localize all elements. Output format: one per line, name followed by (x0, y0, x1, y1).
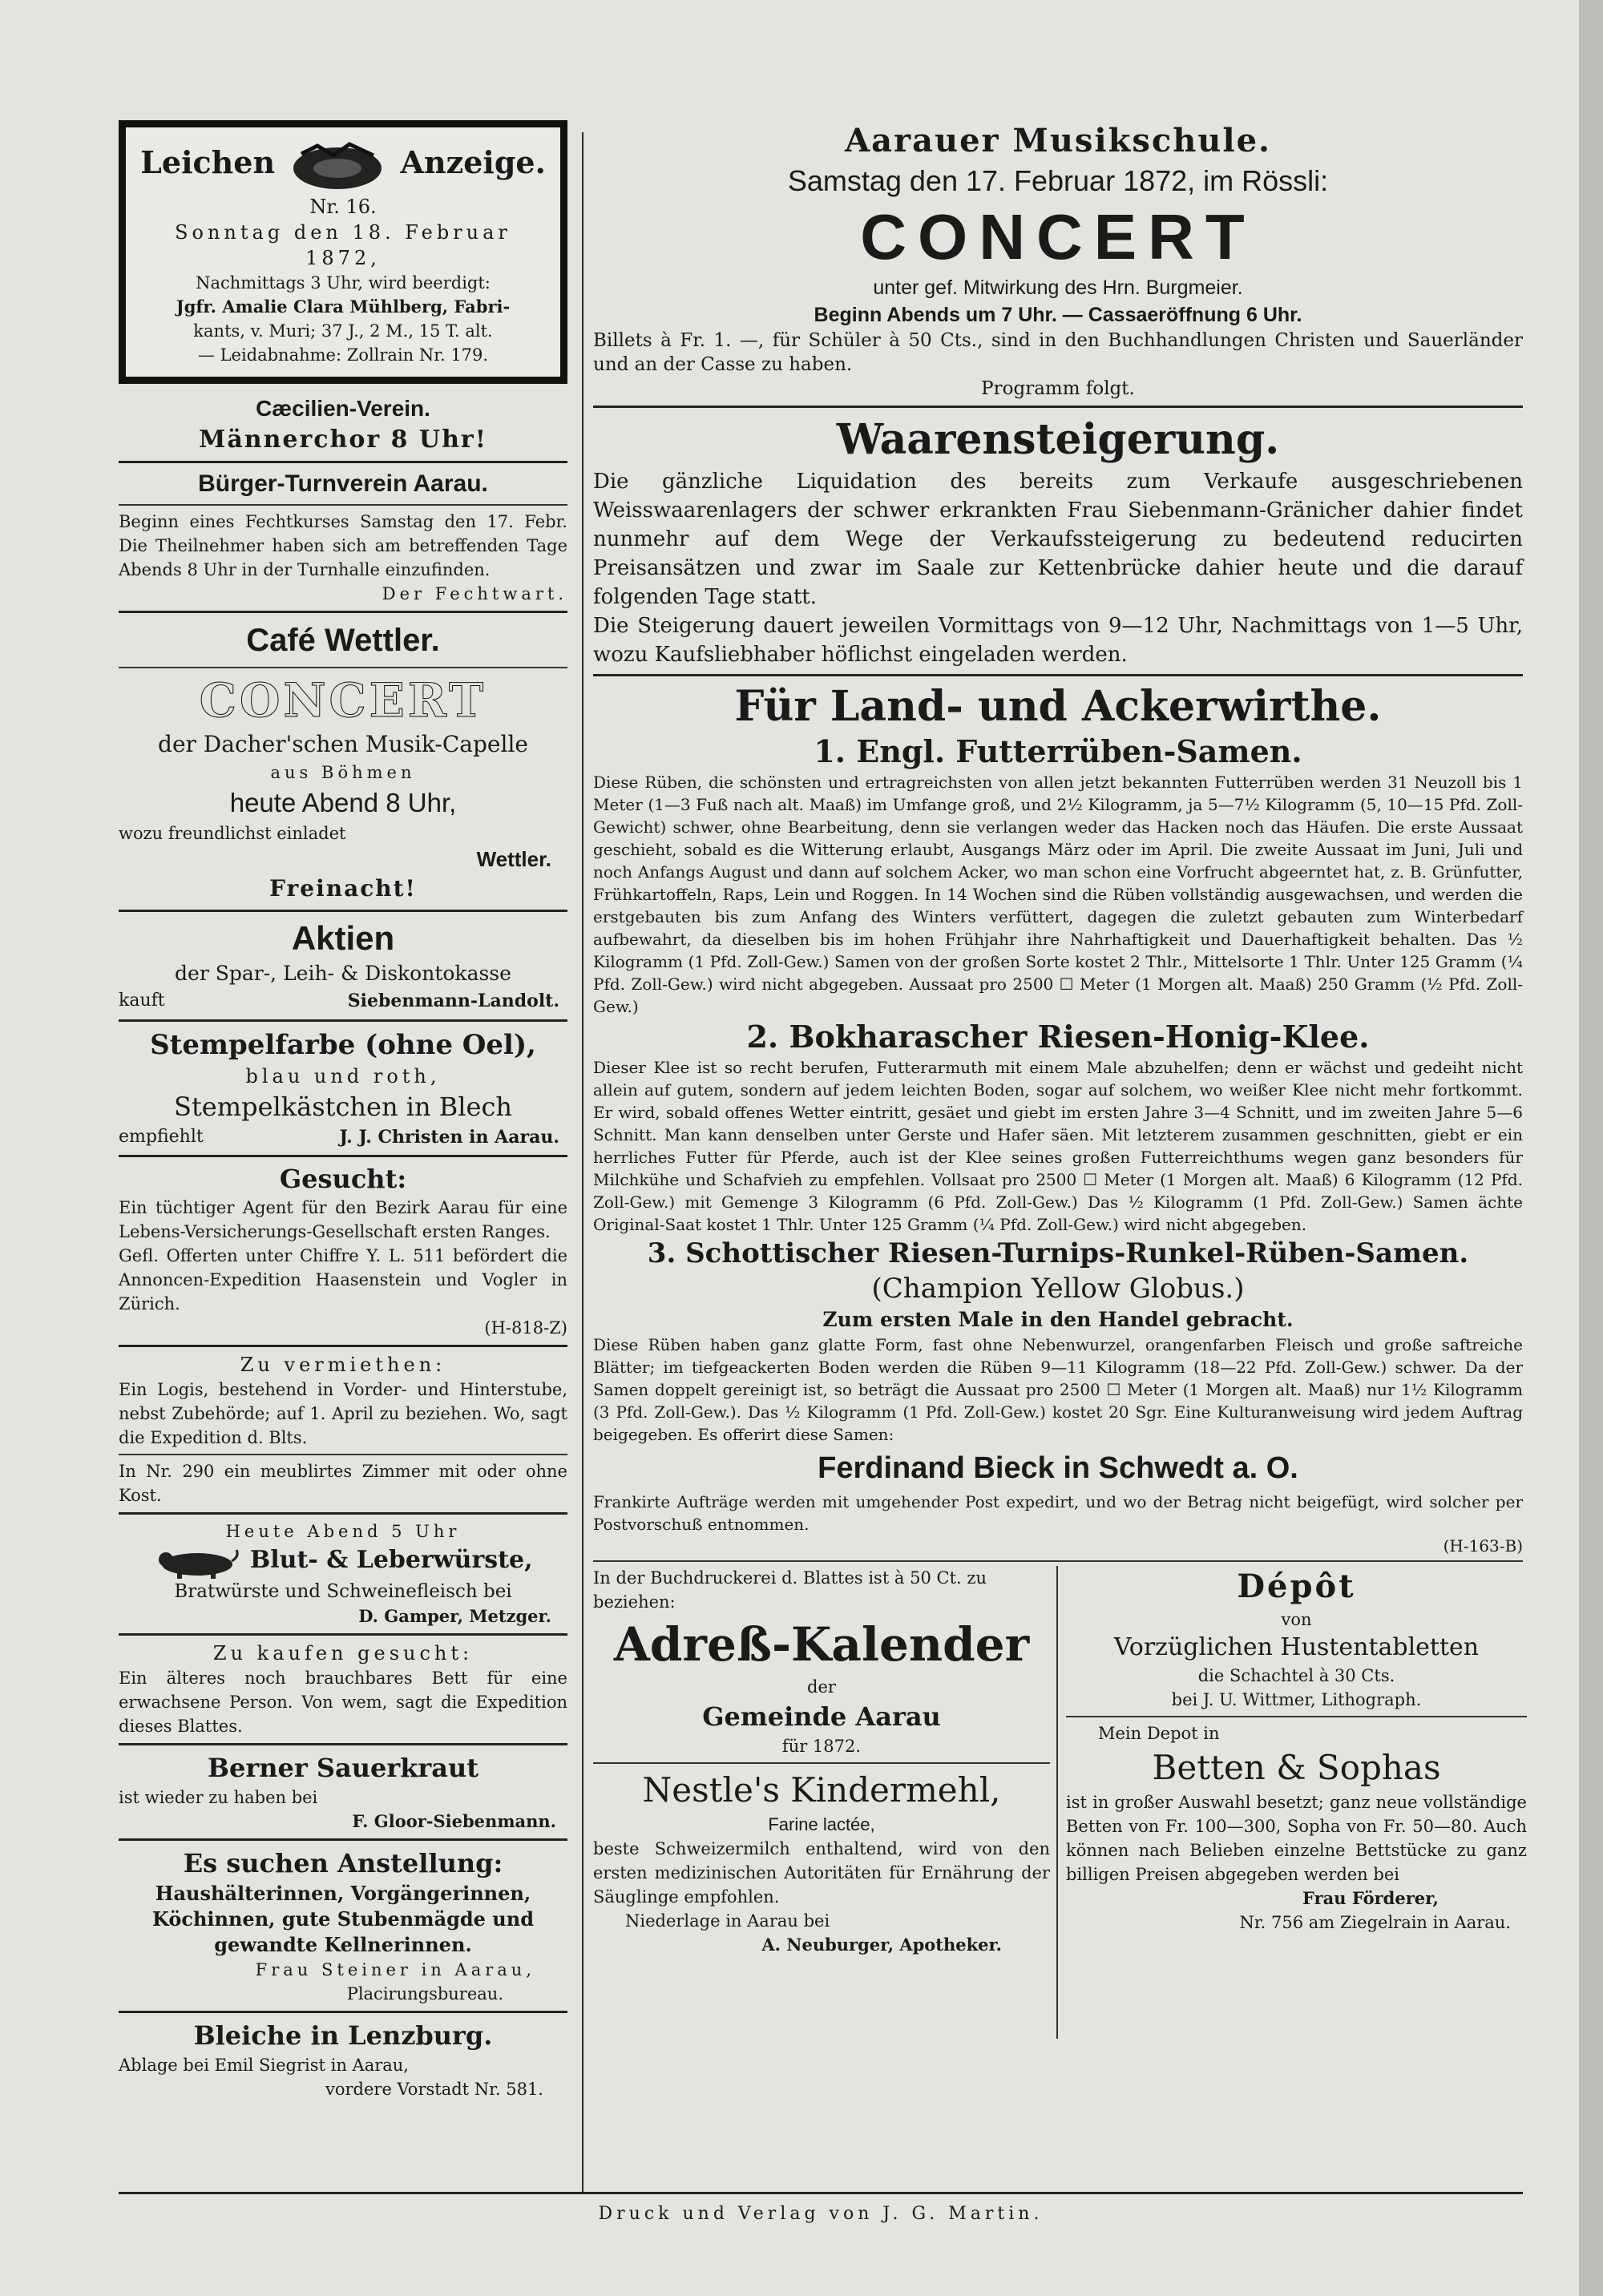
turnverein-title: Bürger-Turnverein Aarau. (198, 470, 488, 497)
gesucht-title: Gesucht: (279, 1163, 407, 1194)
musikschule-date: Samstag den 17. Februar 1872, im Rössli: (787, 164, 1329, 197)
steigerung-text: Die gänzliche Liquidation des bereits zum Verkaufe ausgeschriebenen Weisswaarenlagers der schwer erkrankten Frau Siebenmann-Gränicher dahier findet nunmehr auf dem Wege der Verkaufssteigerung zu bedeutend reducirten Preisansätzen und zwar im Saale zur Kettenbrücke dahier heute und die darauf folgenden Tage statt. (593, 470, 1523, 609)
cafe-title: Café Wettler. (246, 622, 440, 658)
anstellung-text: Haushälterinnen, Vorgängerinnen, Köchinnen, gute Stubenmägde und gewandte Kellnerinnen. (152, 1881, 534, 1956)
betten-sign1: Frau Förderer, (1302, 1888, 1439, 1908)
nestle-sub: Farine lactée, (768, 1814, 875, 1834)
musikschule-title: Aarauer Musikschule. (845, 122, 1271, 159)
caecilien-sub: Männerchor 8 Uhr! (199, 425, 487, 454)
landwirthe-code: (H-163-B) (1443, 1536, 1523, 1556)
cafe-concert: CONCERT (199, 672, 487, 728)
anstellung-title: Es suchen Anstellung: (183, 1847, 503, 1878)
stempel-title: Stempelfarbe (ohne Oel), (150, 1028, 536, 1061)
aktien-line1: der Spar-, Leih- & Diskontokasse (175, 961, 511, 985)
gesucht-text: Ein tüchtiger Agent für den Bezirk Aarau für eine Lebens-Versicherungs-Gesellschaft ersten Ranges. (119, 1197, 567, 1241)
steigerung-text2: Die Steigerung dauert jeweilen Vormittags von 9—12 Uhr, Nachmittags von 1—5 Uhr, wozu Kaufsliebhaber höflichst eingeladen werden. (593, 614, 1523, 667)
cafe-sign: Wettler. (476, 846, 551, 871)
left-column (119, 120, 567, 2101)
death-notice-title-b: Anzeige. (400, 144, 546, 180)
sauerkraut-line1: ist wieder zu haben bei (119, 1787, 318, 1807)
musikschule-line2: Beginn Abends um 7 Uhr. — Cassaeröffnung 6 Uhr. (814, 304, 1302, 326)
bleiche-line2: vordere Vorstadt Nr. 581. (325, 2079, 543, 2099)
depot-line2: die Schachtel à 30 Cts. (1197, 1666, 1395, 1685)
betten-intro: Mein Depot in (1098, 1724, 1220, 1743)
caecilien-title: Cæcilien-Verein. (256, 395, 430, 421)
depot-line1: Vorzüglichen Hustentabletten (1113, 1633, 1480, 1661)
death-notice-time: Nachmittags 3 Uhr, wird beerdigt: (196, 272, 491, 293)
landwirthe-p2: Dieser Klee ist so recht berufen, Futterarmuth mit einem Male abzuhelfen; denn er wächst und gedeiht nicht allein auf gutem, sondern auf jedem leichten Boden, sogar auf solchem, wo weißer Klee nicht mehr fortkommt. Er wird, sobald offenes Wetter eintritt, gesäet und giebt im ersten Jahre 3—4 Schnitt, und im zweiten Jahre 5—6 Schnitt. Man kann denselben unter Gerste und Hafer säen. Mit letzterem zusammen geschnitten, giebt er ein herrliches Futter für Pferde, auch ist der Klee seines großen Futterreichthums wegen ganz besonders für Milchkühe und Schafvieh zu empfehlen. Vollsaat pro 2500 ☐ Meter (1 Morgen alt. Maaß) 6 Kilogramm (12 Pfd. Zoll-Gew.) mit Gemenge 3 Kilogramm (6 Pfd. Zoll-Gew.) Das ½ Kilogramm (1 Pfd. Zoll-Gew.) Samen ächte Original-Saat kostet 1 Thlr. Unter 125 Gramm (¼ Pfd. Zoll-Gew.) wird nicht abgegeben. (593, 1058, 1523, 1234)
cafe-line3: heute Abend 8 Uhr, (229, 787, 457, 817)
kaufen-text: Ein älteres noch brauchbares Bett für eine erwachsene Person. Von wem, sagt die Expedition dieses Blattes. (119, 1668, 567, 1736)
death-notice-date: Sonntag den 18. Februar 1872, (175, 220, 511, 269)
kalender-der: der (807, 1677, 836, 1697)
betten-title: Betten & Sophas (1152, 1748, 1441, 1787)
pig-icon (153, 1543, 241, 1579)
wurst-line1: Blut- & Leberwürste, (249, 1545, 533, 1574)
death-notice-line1: Jgfr. Amalie Clara Mühlberg, Fabri- (176, 296, 511, 317)
kaufen-title: Zu kaufen gesucht: (212, 1641, 474, 1664)
stempel-empfiehlt: empfiehlt (119, 1126, 204, 1147)
death-notice-line3: — Leidabnahme: Zollrain Nr. 179. (197, 345, 489, 365)
landwirthe-h3: 3. Schottischer Riesen-Turnips-Runkel-Rüben-Samen. (647, 1237, 1469, 1269)
betten-text: ist in großer Auswahl besetzt; ganz neue vollständige Betten von Fr. 100—300, Sopha von Fr. 50—80. Auch können nach Belieben einzelne Bettstücke zu ganz billigen Preisen abgegeben werden bei (1066, 1793, 1527, 1884)
bleiche-title: Bleiche in Lenzburg. (193, 2020, 493, 2051)
wurst-line2: Bratwürste und Schweinefleisch bei (174, 1580, 512, 1602)
landwirthe-h1: 1. Engl. Futterrüben-Samen. (814, 733, 1302, 769)
death-notice-title-a: Leichen (140, 144, 276, 180)
footer-imprint: Druck und Verlag von J. G. Martin. (598, 2204, 1044, 2224)
nestle-line: Niederlage in Aarau bei (625, 1911, 830, 1931)
bleiche-line1: Ablage bei Emil Siegrist in Aarau, (119, 2055, 409, 2075)
landwirthe-h3c: Zum ersten Male in den Handel gebracht. (822, 1308, 1294, 1331)
wurst-line0: Heute Abend 5 Uhr (225, 1521, 461, 1541)
landwirthe-p3: Diese Rüben haben ganz glatte Form, fast ohne Nebenwurzel, orangenfarben Fleisch und große saftreiche Blätter; im tiefgeackerten Boden werden die Rüben 9—11 Kilogramm (18—22 Pfd. Zoll-Gew.) schwer. Da der Samen doppelt gereinigt ist, so beträgt die Aussaat pro 2500 ☐ Meter (1 Morgen alt. Maaß) nur 1½ Kilogramm (3 Pfd. Zoll-Gew.). Das ½ Kilogramm (1 Pfd. Zoll-Gew.) kostet 20 Sgr. Eine Kulturanweisung wird jedem Auftrag beigegeben. Es offerirt diese Samen: (593, 1335, 1523, 1444)
cafe-freinacht: Freinacht! (269, 874, 417, 902)
right-column (593, 120, 1527, 2055)
anstellung-sign1: Frau Steiner in Aarau, (255, 1959, 535, 1979)
kalender-gemeinde: Gemeinde Aarau (702, 1701, 941, 1732)
sauerkraut-sign: F. Gloor-Siebenmann. (352, 1810, 556, 1831)
nestle-title: Nestle's Kindermehl, (642, 1770, 1001, 1810)
landwirthe-h2: 2. Bokharascher Riesen-Honig-Klee. (746, 1019, 1370, 1055)
landwirthe-p1: Diese Rüben, die schönsten und ertragreichsten von allen jetzt bekannten Futterrüben werden 31 Neuzoll bis 1 Meter (1—3 Fuß nach alt. Maaß) im Umfange groß, und 2½ Kilogramm, ja 5—7½ Kilogramm (5, 10—15 Pfd. Zoll-Gewicht) schwer, ohne Bearbeitung, denn sie verlangen weder das Hacken noch das Häufen. Die erste Aussaat geschieht, sobald es die Witterung erlaubt, Ausgangs März oder im April. Die zweite Aussaat im Juni, Juli und noch Anfangs August und dann auf solchem Acker, wo man schon eine Vorfrucht abgeerntet hat, z. B. Grünfutter, Frühkartoffeln, Raps, Lein und Roggen. In 14 Wochen sind die Rüben vollständig ausgewachsen, und werden die erstgebauten bis zum Anfang des Winters verfüttert, dagegen die zuletzt gebauten zum Winterbedarf aufbewahrt, da dieselben bis im hohen Frühjahr ihre Nahrhaftigkeit und Dauerhaftigkeit behalten. Das ½ Kilogramm (1 Pfd. Zoll-Gew.) Samen von der großen Sorte kostet 2 Thlr., Mittelsorte 1 Thlr. Unter 125 Gramm (¼ Pfd. Zoll-Gew.) wird nicht abgegeben. Aussaat pro 2500 ☐ Meter (1 Morgen alt. Maaß) 250 Gramm (½ Pfd. Zoll-Gew.) (593, 773, 1523, 1016)
betten-sign2: Nr. 756 am Ziegelrain in Aarau. (1239, 1913, 1511, 1932)
wurst-sign: D. Gamper, Metzger. (358, 1605, 551, 1626)
depot-line3: bei J. U. Wittmer, Lithograph. (1171, 1690, 1422, 1709)
aktien-title: Aktien (291, 918, 395, 957)
stempel-line2: Stempelkästchen in Blech (174, 1091, 512, 1122)
kalender-year: für 1872. (781, 1737, 862, 1756)
vermiethen-title: Zu vermiethen: (240, 1353, 446, 1376)
turnverein-sign: Der Fechtwart. (382, 583, 567, 603)
sauerkraut-title: Berner Sauerkraut (207, 1752, 479, 1783)
death-notice (119, 120, 567, 384)
nestle-text: beste Schweizermilch enthaltend, wird von den ersten medizinischen Autoritäten für Ernährung der Säuglinge empfohlen. (593, 1839, 1050, 1907)
death-notice-number: Nr. 16. (309, 195, 377, 218)
gesucht-code: (H-818-Z) (484, 1317, 567, 1338)
vermiethen-text: Ein Logis, bestehend in Vorder- und Hinterstube, nebst Zubehörde; auf 1. April zu beziehen. Wo, sagt die Expedition d. Blts. (119, 1379, 567, 1447)
musikschule-line1: unter gef. Mitwirkung des Hrn. Burgmeier. (873, 276, 1243, 299)
mourning-wreath-icon (285, 138, 390, 194)
anstellung-sign2: Placirungsbureau. (346, 1983, 503, 2003)
aktien-kauft: kauft (119, 990, 165, 1011)
landwirthe-title: Für Land- und Ackerwirthe. (734, 682, 1382, 731)
kalender-title: Adreß-Kalender (613, 1617, 1030, 1672)
musikschule-line4: Programm folgt. (981, 378, 1135, 399)
turnverein-text: Beginn eines Fechtkurses Samstag den 17. Febr. Die Theilnehmer haben sich am betreffenden Tage Abends 8 Uhr in der Turnhalle einzufinden. (119, 511, 567, 579)
musikschule-concert: CONCERT (860, 201, 1256, 272)
cafe-line4: wozu freundlichst einladet (119, 823, 346, 843)
kalender-intro: In der Buchdruckerei d. Blattes ist à 50 Ct. zu beziehen: (593, 1568, 987, 1612)
cafe-line1: der Dacher'schen Musik-Capelle (158, 730, 528, 757)
stempel-sign: J. J. Christen in Aarau. (339, 1126, 559, 1148)
landwirthe-p4: Frankirte Aufträge werden mit umgehender Post expedirt, und wo der Betrag nicht beigefügt, wird solcher per Postvorschuß entnommen. (593, 1492, 1523, 1534)
zimmer-text: In Nr. 290 ein meublirtes Zimmer mit oder ohne Kost. (119, 1461, 567, 1505)
death-notice-line2: kants, v. Muri; 37 J., 2 M., 15 T. alt. (193, 321, 493, 341)
depot-von: von (1281, 1610, 1312, 1629)
nestle-sign: A. Neuburger, Apotheker. (761, 1935, 1002, 1955)
musikschule-line3: Billets à Fr. 1. —, für Schüler à 50 Cts., sind in den Buchhandlungen Christen und Sauerländer und an der Casse zu haben. (593, 330, 1523, 375)
landwirthe-sign: Ferdinand Bieck in Schwedt a. O. (818, 1451, 1298, 1485)
gesucht-text2: Gefl. Offerten unter Chiffre Y. L. 511 befördert die Annoncen-Expedition Haasenstein und Vogler in Zürich. (119, 1245, 567, 1313)
landwirthe-h3b: (Champion Yellow Globus.) (871, 1273, 1245, 1305)
depot-title: Dépôt (1237, 1568, 1356, 1605)
stempel-line1: blau und roth, (245, 1064, 441, 1087)
aktien-sign: Siebenmann-Landolt. (347, 990, 559, 1011)
steigerung-title: Waarensteigerung. (836, 415, 1280, 464)
cafe-line2: aus Böhmen (270, 762, 416, 782)
